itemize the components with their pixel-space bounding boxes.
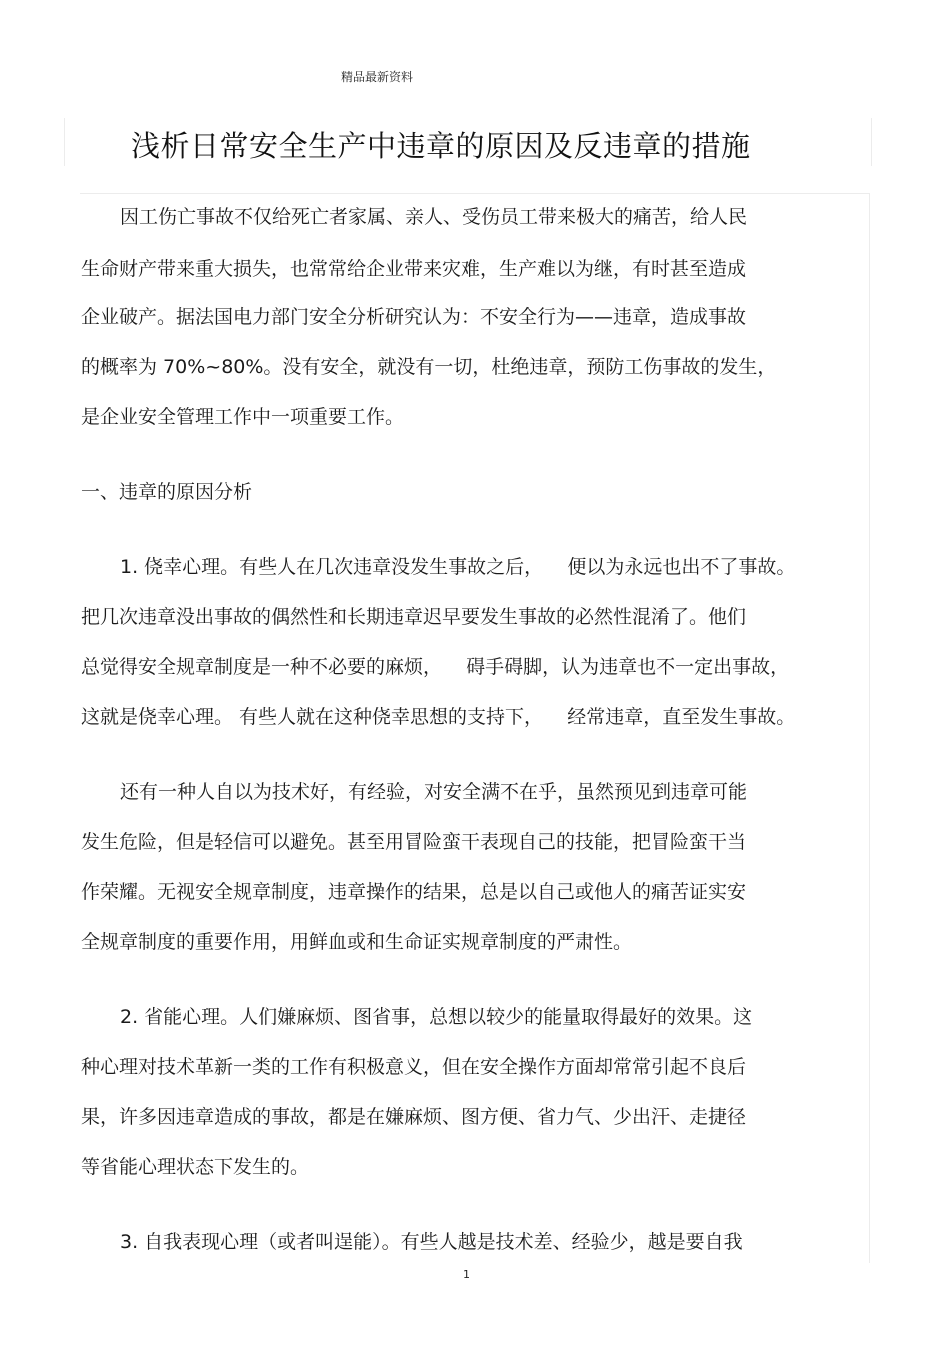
intro-line: 是企业安全管理工作中一项重要工作。: [81, 406, 405, 428]
item2-line: 果，许多因违章造成的事故，都是在嫌麻烦、图方便、省力气、少出汗、走捷径: [81, 1106, 747, 1128]
section-heading: 一、违章的原因分析: [81, 481, 253, 503]
item1-line: 这就是侥幸心理。 有些人就在这种侥幸思想的支持下， 经常违章，直至发生事故。: [81, 706, 796, 728]
content-right-rule: [869, 193, 870, 1263]
item1-cont-line: 作荣耀。无视安全规章制度，违章操作的结果，总是以自己或他人的痛苦证实安: [81, 881, 747, 903]
page-number: 1: [463, 1268, 470, 1281]
intro-line: 企业破产。据法国电力部门安全分析研究认为：不安全行为——违章，造成事故: [81, 306, 747, 328]
item1-line: 把几次违章没出事故的偶然性和长期违章迟早要发生事故的必然性混淆了。他们: [81, 606, 747, 628]
document-title: 浅析日常安全生产中违章的原因及反违章的措施: [131, 129, 751, 163]
content-top-rule: [80, 193, 870, 194]
item1-cont-line: 全规章制度的重要作用，用鲜血或和生命证实规章制度的严肃性。: [81, 931, 633, 953]
intro-line: 的概率为 70%~80%。没有安全，就没有一切，杜绝违章，预防工伤事故的发生，: [81, 356, 777, 378]
item1-line: 总觉得安全规章制度是一种不必要的麻烦， 碍手碍脚，认为违章也不一定出事故，: [81, 656, 790, 678]
item2-line: 种心理对技术革新一类的工作有积极意义，但在安全操作方面却常常引起不良后: [81, 1056, 747, 1078]
item1-cont-line: 还有一种人自以为技术好，有经验，对安全满不在乎，虽然预见到违章可能: [120, 781, 748, 803]
intro-line: 生命财产带来重大损失，也常常给企业带来灾难，生产难以为继，有时甚至造成: [81, 258, 747, 280]
item1-cont-line: 发生危险，但是轻信可以避免。甚至用冒险蛮干表现自己的技能，把冒险蛮干当: [81, 831, 747, 853]
header-note: 精品最新资料: [341, 70, 414, 84]
item1-line: 1. 侥幸心理。有些人在几次违章没发生事故之后， 便以为永远也出不了事故。: [120, 556, 796, 578]
item2-line: 等省能心理状态下发生的。: [81, 1156, 310, 1178]
item2-line: 2. 省能心理。人们嫌麻烦、图省事，总想以较少的能量取得最好的效果。这: [120, 1006, 753, 1028]
item3-line: 3. 自我表现心理（或者叫逞能）。有些人越是技术差、经验少，越是要自我: [120, 1231, 743, 1253]
intro-line: 因工伤亡事故不仅给死亡者家属、亲人、受伤员工带来极大的痛苦，给人民: [120, 206, 748, 228]
